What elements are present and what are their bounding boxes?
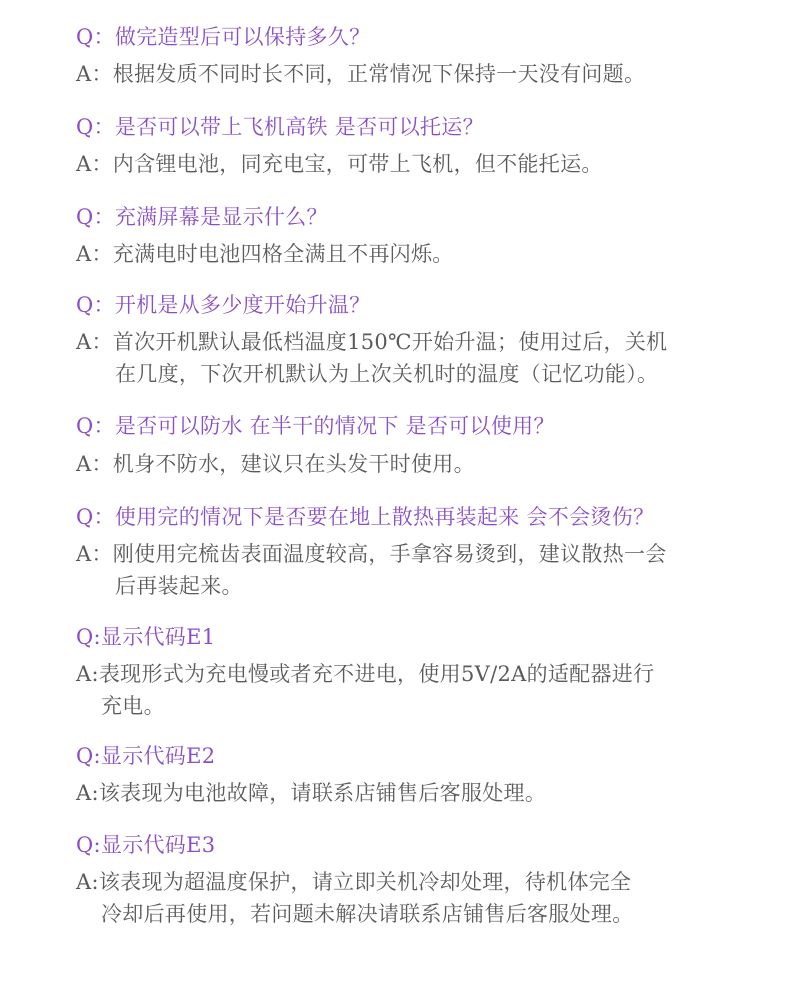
faq-question: Q:显示代码E3 [76,833,216,857]
faq-question: Q:显示代码E1 [76,625,216,649]
faq-answer: A：根据发质不同时长不同，正常情况下保持一天没有问题。 [76,62,646,86]
faq-question: Q:显示代码E2 [76,744,216,768]
faq-answer: A:表现形式为充电慢或者充不进电，使用5V/2A的适配器进行 [76,662,655,686]
faq-answer-continued: 后再装起来。 [115,574,243,598]
faq-answer: A：首次开机默认最低档温度150℃开始升温；使用过后，关机 [76,330,668,354]
faq-question: Q：充满屏幕是显示什么？ [76,205,328,229]
faq-answer: A：机身不防水，建议只在头发干时使用。 [76,452,475,476]
faq-answer: A:该表现为电池故障，请联系店铺售后客服处理。 [76,781,547,805]
faq-answer-continued: 冷却后再使用，若问题未解决请联系店铺售后客服处理。 [101,902,634,926]
faq-question: Q：是否可以防水 在半干的情况下 是否可以使用？ [76,414,555,438]
faq-answer: A：内含锂电池，同充电宝，可带上飞机，但不能托运。 [76,152,603,176]
faq-question: Q：使用完的情况下是否要在地上散热再装起来 会不会烫伤？ [76,505,655,529]
faq-question: Q：是否可以带上飞机高铁 是否可以托运？ [76,115,484,139]
faq-answer: A：充满电时电池四格全满且不再闪烁。 [76,242,454,266]
faq-answer-continued: 充电。 [101,694,165,718]
faq-answer: A：刚使用完梳齿表面温度较高，手拿容易烫到，建议散热一会 [76,542,667,566]
faq-question: Q：做完造型后可以保持多久？ [76,25,371,49]
faq-answer: A:该表现为超温度保护，请立即关机冷却处理，待机体完全 [76,870,632,894]
faq-question: Q：开机是从多少度开始升温？ [76,293,371,317]
faq-answer-continued: 在几度，下次开机默认为上次关机时的温度（记忆功能）。 [115,362,659,386]
